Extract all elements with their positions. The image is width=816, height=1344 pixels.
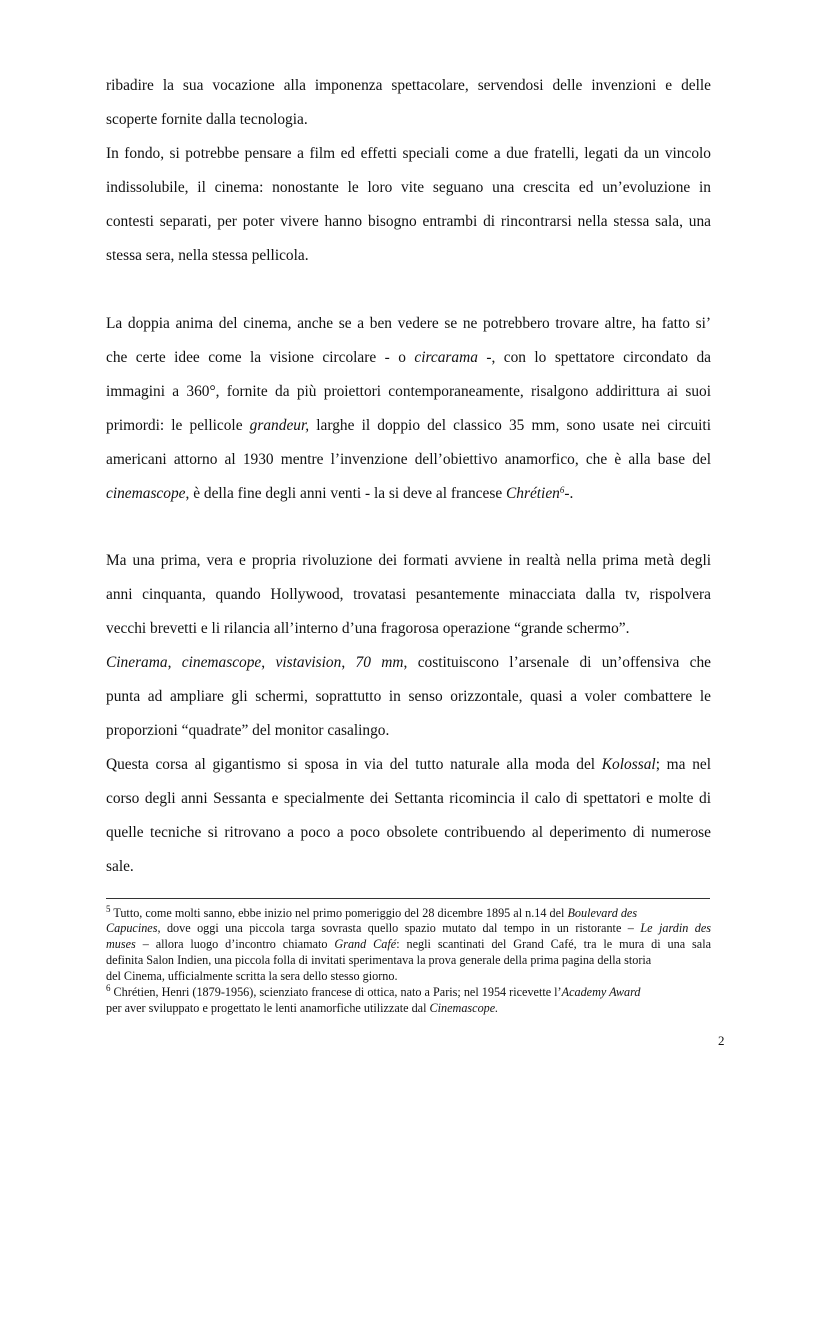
paragraph-3-line-3: immagini a 360°, fornite da più proiettori contemporaneamente, risalgono addirittura ai suoi <box>106 383 711 400</box>
paragraph-2-line-4: stessa sera, nella stessa pellicola. <box>106 247 309 264</box>
paragraph-4-line-8: corso degli anni Sessanta e specialmente dei Settanta ricomincia il calo di spettatori e molte di <box>106 790 711 807</box>
text-run: che certe idee come la visione circolare - o <box>106 349 415 366</box>
paragraph-3-line-2 <box>106 349 711 367</box>
text-run: ; ma nel <box>655 756 712 773</box>
text-run: , è della fine degli anni venti - la si deve al francese <box>185 485 506 502</box>
paragraph-4-line-6: proporzioni “quadrate” del monitor casalingo. <box>106 722 390 739</box>
paragraph-3-line-1: La doppia anima del cinema, anche se a ben vedere se ne potrebbero trovare altre, ha fatto si’ <box>106 315 711 332</box>
paragraph-2-line-1: In fondo, si potrebbe pensare a film ed effetti speciali come a due fratelli, legati da un vincolo <box>106 145 711 162</box>
footnote-ref-6: 6 <box>559 485 565 495</box>
emphasis-circarama: circarama <box>414 349 478 366</box>
paragraph-4-line-10: sale. <box>106 858 134 875</box>
footnote-6-line-1: $^6$ Chrétien, Henri (1879-1956), scienziato francese di ottica, nato a Paris; nel 1954 ricevette l’Academy Award <box>106 983 641 999</box>
paragraph-1-line-2: scoperte fornite dalla tecnologia. <box>106 111 308 128</box>
emphasis-cinerama: Cinerama <box>106 654 168 671</box>
text-run: , costituiscono l’arsenale di un’offensiva che <box>403 654 711 671</box>
emphasis-grandeur: grandeur, <box>249 417 310 434</box>
paragraph-2-line-3: contesti separati, per poter vivere hanno bisogno entrambi di rincontrarsi nella stessa sala, una <box>106 213 711 230</box>
paragraph-4-line-1: Ma una prima, vera e propria rivoluzione dei formati avviene in realtà nella prima metà degli <box>106 552 711 569</box>
footnote-6-line-2: per aver sviluppato e progettato le lenti anamorfiche utilizzate dal Cinemascope. <box>106 1001 499 1015</box>
text-run: larghe il doppio del classico 35 mm, sono usate nei circuiti <box>309 417 711 434</box>
paragraph-3-line-6 <box>106 485 711 503</box>
text-run: Questa corsa al gigantismo si sposa in via del tutto naturale alla moda del <box>106 756 602 773</box>
footnote-number-5: 5 <box>106 904 111 914</box>
paragraph-1-line-1: ribadire la sua vocazione alla imponenza spettacolare, servendosi delle invenzioni e delle <box>106 77 711 94</box>
paragraph-4-line-5: punta ad ampliare gli schermi, soprattutto in senso orizzontale, quasi a voler combattere le <box>106 688 711 705</box>
footnote-5-line-4: definita Salon Indien, una piccola folla di invitati sperimentava la prova generale della prima pagina della storia <box>106 953 652 967</box>
page-number: 2 <box>718 1033 725 1048</box>
paragraph-4-line-7 <box>106 756 711 774</box>
paragraph-4-line-9: quelle tecniche si ritrovano a poco a poco obsolete contribuendo al deperimento di numerose <box>106 824 711 841</box>
paragraph-4-line-4: Cinerama, cinemascope, vistavision, 70 mm, costituiscono l’arsenale di un’offensiva che <box>106 654 711 671</box>
paragraph-3-line-5: americani attorno al 1930 mentre l’invenzione dell’obiettivo anamorfico, che è alla base del <box>106 451 711 468</box>
emphasis-cinemascope: cinemascope <box>181 654 262 671</box>
paragraph-2-line-2: indissolubile, il cinema: nonostante le loro vite seguano una crescita ed un’evoluzione in <box>106 179 711 196</box>
paragraph-4-line-2: anni cinquanta, quando Hollywood, trovatasi pesantemente minacciata dalla tv, rispolvera <box>106 586 711 603</box>
emphasis-70mm: 70 mm <box>355 654 404 671</box>
emphasis-chretien: Chrétien <box>506 485 560 502</box>
emphasis-kolossal: Kolossal <box>601 756 656 773</box>
footnote-number-6: 6 <box>106 983 111 993</box>
text-run: -, con lo spettatore circondato da <box>477 349 711 366</box>
emphasis-vistavision: vistavision <box>275 654 342 671</box>
text-run: -. <box>564 485 574 502</box>
footnote-separator <box>106 898 710 899</box>
footnote-5-line-5: del Cinema, ufficialmente scritta la sera dello stesso giorno. <box>106 969 398 983</box>
paragraph-3-line-4 <box>106 417 711 435</box>
text-run: primordi: le pellicole <box>106 417 250 434</box>
paragraph-4-line-3: vecchi brevetti e li rilancia all’interno d’una fragorosa operazione “grande schermo”. <box>106 620 630 637</box>
footnote-5-line-3: muses – allora luogo d’incontro chiamato Grand Café: negli scantinati del Grand Café, tra le mura di una sala <box>106 937 712 951</box>
footnote-5-line-2: Capucines, dove oggi una piccola targa sovrasta quello spazio mutato dal tempo in un ristorante – Le jardin des <box>106 921 711 935</box>
emphasis-cinemascope: cinemascope <box>106 485 186 502</box>
footnote-5-line-1: $^5$ Tutto, come molti sanno, ebbe inizio nel primo pomeriggio del 28 dicembre 1895 al n.14 del Boulevard des <box>106 904 638 920</box>
